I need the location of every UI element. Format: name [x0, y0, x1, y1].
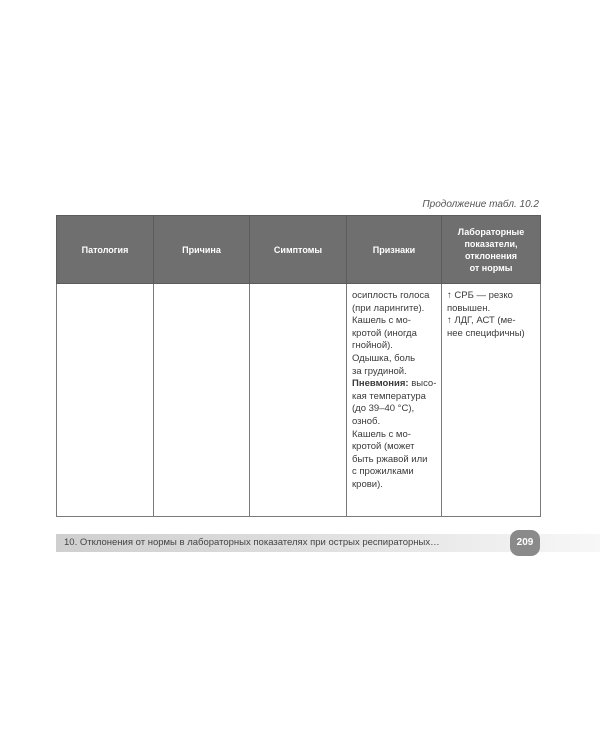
lab-line: ↑ ЛДГ, АСТ (ме-: [447, 315, 516, 327]
signs-line: осиплость голоса: [352, 290, 430, 301]
signs-line: (при ларингите).: [352, 302, 425, 314]
data-table: [56, 215, 541, 517]
pneumonia-label: Пневмония:: [352, 378, 409, 390]
header-signs: Признаки: [347, 216, 442, 284]
header-pathology: Патология: [57, 216, 154, 284]
signs-line: кротой (может: [352, 441, 415, 453]
signs-line: гнойной).: [352, 340, 393, 352]
signs-line: быть ржавой или: [352, 453, 428, 465]
lab-line: повышен.: [447, 302, 491, 314]
signs-line: кая температура: [352, 390, 426, 402]
signs-line: Одышка, боль: [352, 352, 416, 364]
signs-line: Кашель с мо-: [352, 428, 411, 440]
cell-lab-indicators: [442, 284, 541, 517]
table-header-row: [57, 216, 541, 284]
page-number-badge: 209: [510, 530, 540, 556]
signs-line: крови).: [352, 478, 383, 490]
table-caption: Продолжение табл. 10.2: [422, 199, 539, 210]
signs-line: кротой (иногда: [352, 327, 417, 339]
signs-line: Кашель с мо-: [352, 315, 411, 327]
table-row: [57, 284, 541, 517]
signs-line: с прожилками: [352, 466, 414, 478]
lab-line: ↑ СРБ — резко: [447, 290, 513, 301]
header-cause: Причина: [154, 216, 250, 284]
lab-line: нее специфичны): [447, 327, 525, 339]
cell-symptoms: [250, 284, 347, 517]
cell-signs: [347, 284, 442, 517]
cell-cause: [154, 284, 250, 517]
signs-line: озноб.: [352, 415, 381, 427]
header-lab-indicators: Лабораторные показатели, отклонения от нормы: [442, 216, 541, 284]
header-symptoms: Симптомы: [250, 216, 347, 284]
pneumonia-text: высо-: [408, 378, 437, 390]
running-title: 10. Отклонения от нормы в лабораторных показателях при острых респираторных…: [64, 537, 440, 548]
pneumonia-line: [352, 378, 436, 391]
signs-line: за грудиной.: [352, 365, 407, 377]
cell-pathology: [57, 284, 154, 517]
signs-line: (до 39–40 °С),: [352, 403, 415, 415]
